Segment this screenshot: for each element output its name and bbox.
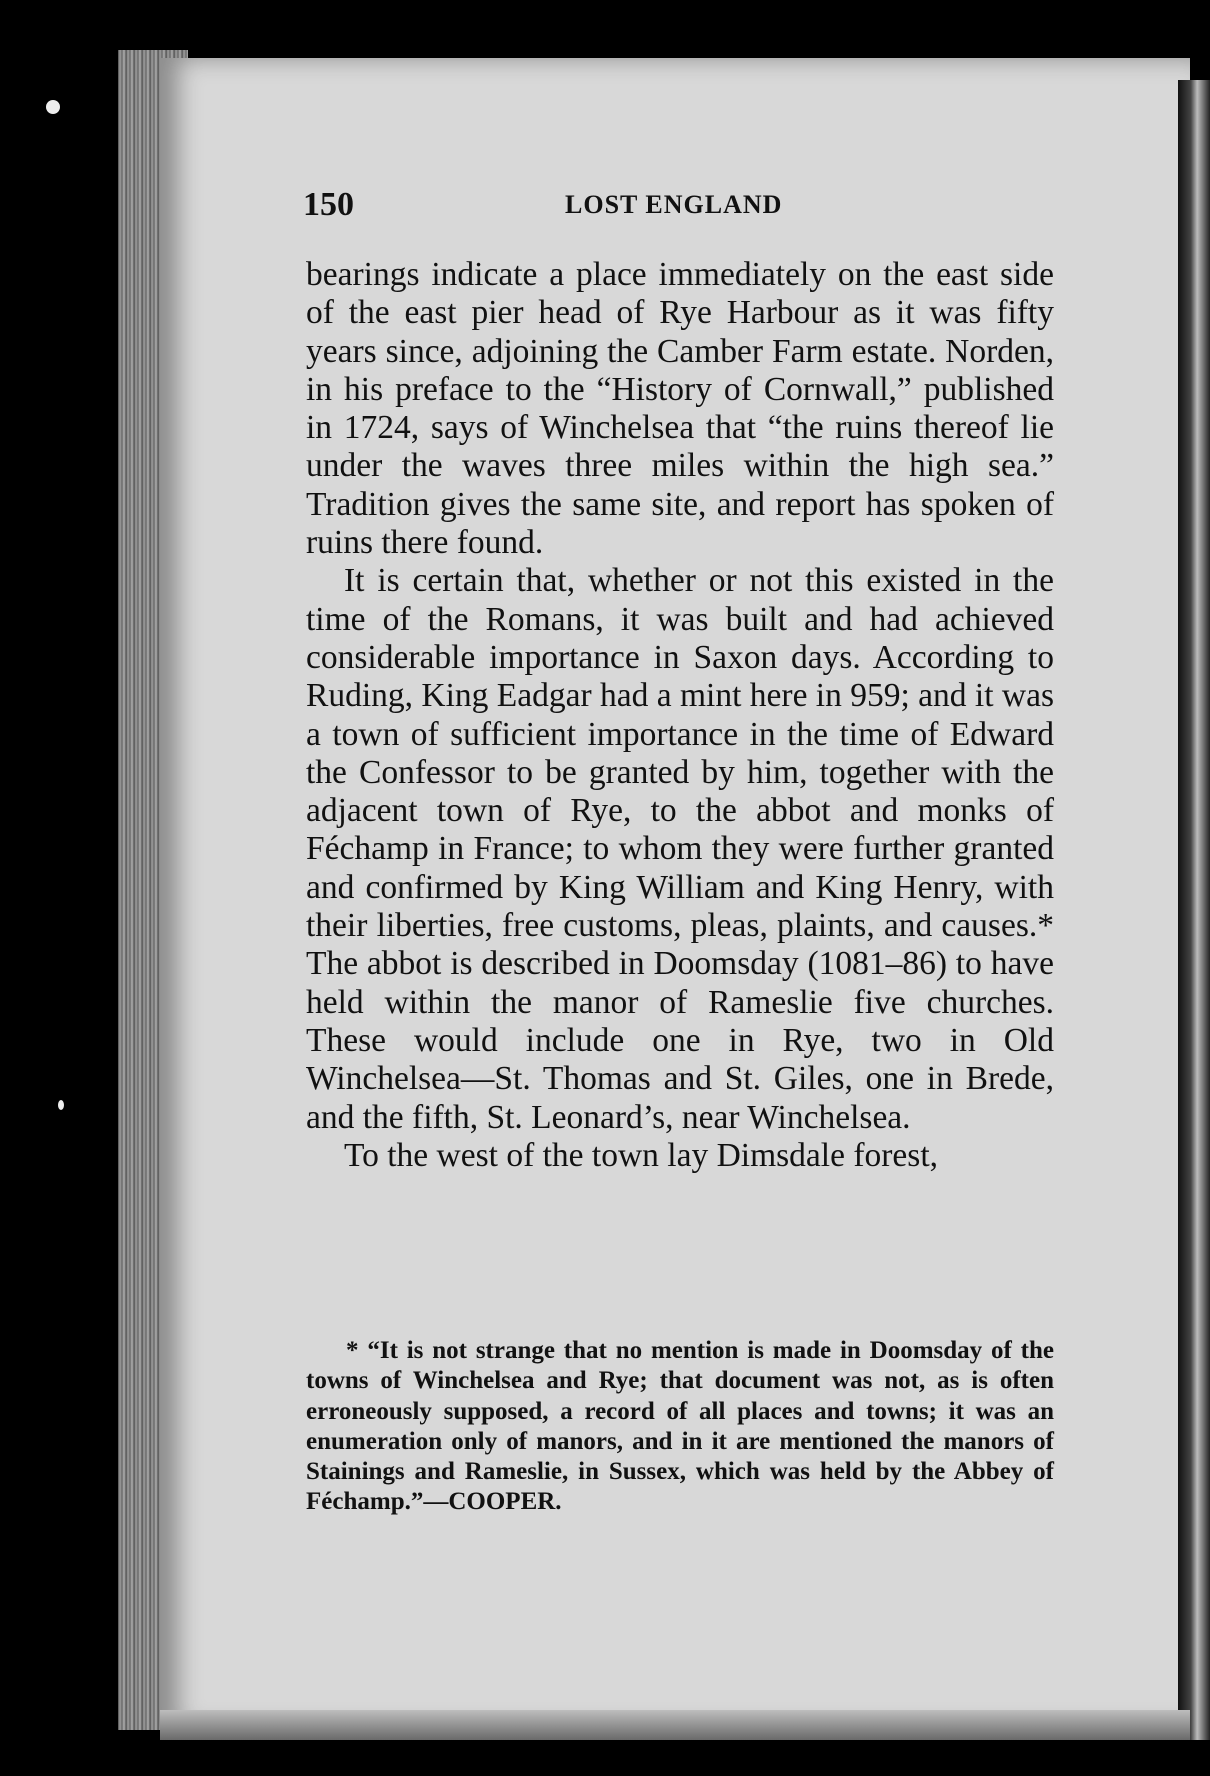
body-text [306,256,1054,1175]
footnote [306,1336,1054,1518]
running-head [303,186,1053,226]
paragraph-2: It is certain that, whether or not this existed in the time of the Romans, it was built and had achieved considerable importance in Saxon days. According to Ruding, King Eadgar had a mint here in 959; and it was a town of sufficient importance in the time of Edward the Confessor to be granted by him, together with the adjacent town of Rye, to the abbot and monks of Féchamp in France; to whom they were further granted and confirmed by King William and King Henry, with their liberties, free customs, pleas, plaints, and causes.* The abbot is described in Doomsday (1081–86) to have held within the manor of Rameslie five churches. These would include one in Rye, two in Old Winchelsea—St. Thomas and St. Giles, one in Brede, and the fifth, St. Leonard’s, near Winchelsea. [306,562,1055,1136]
scan-speck [46,100,60,114]
page-edge-bottom [160,1710,1190,1740]
paragraph-1: bearings indicate a place immediately on the east side of the east pier head of Rye Harbour as it was fifty years since, adjoining the Camber Farm estate. Norden, in his preface to the “History of Cornwall,” published in 1724, says of Winchelsea that “the ruins thereof lie under the waves three miles within the high sea.” Tradition gives the same site, and report has spoken of ruins there found. [306,256,1054,562]
page-number: 150 [303,186,354,223]
paragraph-3: To the west of the town lay Dimsdale forest, [344,1136,939,1174]
footnote-text: * “It is not strange that no mention is made in Doomsday of the towns of Winchelsea and Rye; that document was not, as is often erroneously supposed, a record of all places and towns; it was an enumeration only of manors, and in it are mentioned the manors of Stainings and Rameslie, in Sussex, which was held by the Abbey of Féchamp.”—COOPER. [306,1337,1054,1516]
scan-speck [58,1100,64,1110]
running-title: LOST ENGLAND [565,190,783,219]
page-edge-right [1178,80,1210,1740]
